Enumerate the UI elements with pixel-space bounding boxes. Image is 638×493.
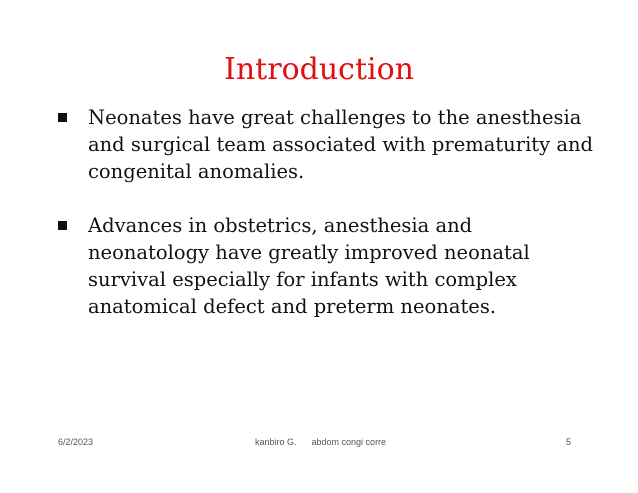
footer-page-number: 5 [566, 437, 572, 447]
bullet-text: Advances in obstetrics, anesthesia and neonatology have greatly improved neonatal survival especially for infants with complex anatomical defect and preterm neonates. [88, 214, 530, 318]
bullet-list [56, 104, 596, 320]
bullet-text: Neonates have great challenges to the anesthesia and surgical team associated with prematurity and congenital anomalies. [88, 106, 594, 183]
footer-date: 6/2/2023 [58, 437, 94, 447]
bullet-item [56, 104, 596, 185]
bullet-item [56, 212, 596, 320]
footer-author: kanbiro G. abdom congi corre [255, 437, 387, 447]
square-bullet-icon [58, 221, 67, 230]
square-bullet-icon [58, 113, 67, 122]
slide-title: Introduction [224, 52, 414, 87]
